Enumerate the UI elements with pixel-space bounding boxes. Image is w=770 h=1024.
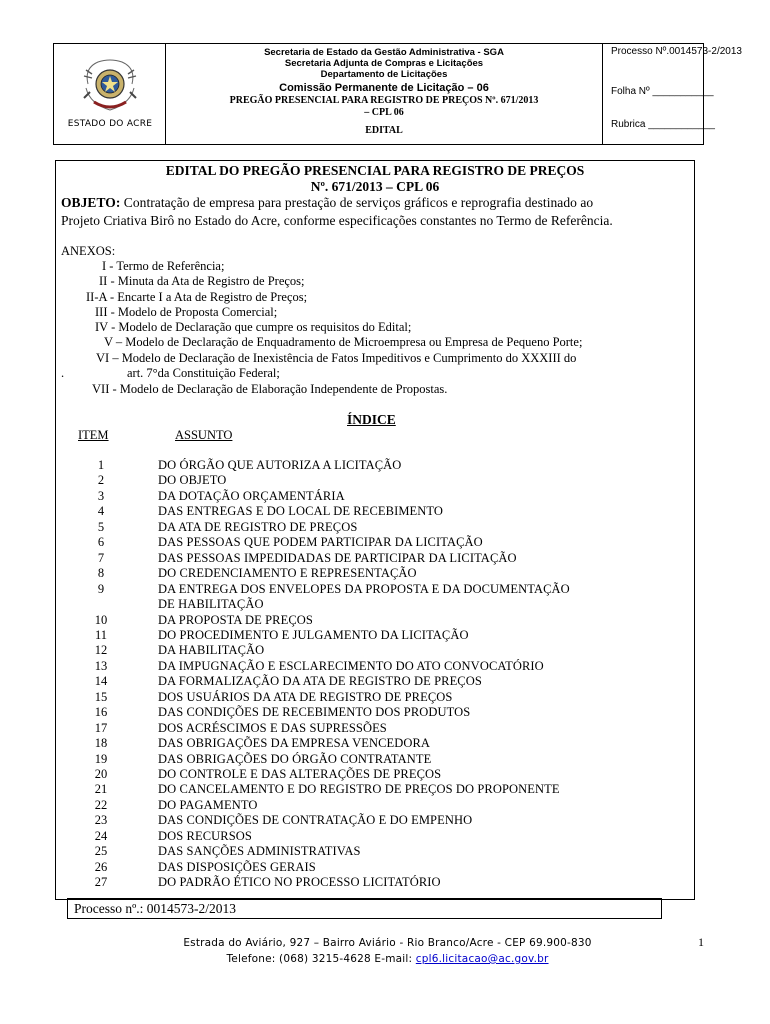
footer-contact [130,953,645,965]
footer-email-link[interactable]: cpl6.licitacao@ac.gov.br [415,953,549,965]
assunto-header: ASSUNTO [175,428,233,442]
anexo-item: III - Modelo de Proposta Comercial; [95,305,278,319]
index-item-number: 17 [94,720,108,735]
index-item-title: DA HABILITAÇÃO [158,643,265,658]
anexo-item: II-A - Encarte I a Ata de Registro de Preços; [86,290,308,304]
index-item-title: DAS DISPOSIÇÕES GERAIS [158,859,316,874]
processo-footer-box [67,898,662,919]
anexos-label: ANEXOS: [61,244,116,258]
index-item-number: 2 [97,473,105,488]
index-item-title: DA DOTAÇÃO ORÇAMENTÁRIA [158,488,345,503]
objeto-label: OBJETO: [61,195,121,210]
header-table [53,43,742,145]
header-line-sga: Secretaria de Estado da Gestão Administrativa - SGA [264,47,504,58]
header-commission: Comissão Permanente de Licitação – 06 [279,82,489,94]
header-edital: EDITAL [365,125,403,136]
index-item-title: DAS CONDIÇÕES DE CONTRATAÇÃO E DO EMPENHO [158,813,473,828]
index-item-number: 13 [94,658,108,673]
index-item-number: 15 [94,689,108,704]
index-item-number: 4 [97,504,105,519]
anexo-item: II - Minuta da Ata de Registro de Preços; [99,274,305,288]
index-item-number: 6 [97,535,105,550]
index-item-number: 1 [97,458,105,472]
index-item-number: 10 [94,612,108,627]
objeto-line1 [61,195,593,211]
index-item-title: DA PROPOSTA DE PREÇOS [158,612,313,627]
page-number: 1 [698,935,704,949]
header-line-departamento: Departamento de Licitações [320,69,448,80]
footer-phone: Telefone: (068) 3215-4628 E-mail: [226,953,416,965]
index-item-number: 20 [94,767,108,781]
index-item-title: DOS RECURSOS [158,828,252,843]
anexo-dot: . [61,366,65,380]
index-item-title: DOS ACRÉSCIMOS E DAS SUPRESSÕES [158,720,387,735]
index-item-number: 21 [94,782,108,797]
index-item-number: 3 [97,488,105,503]
header-pregao-line1: PREGÃO PRESENCIAL PARA REGISTRO DE PREÇOS Nº. 671/2013 [229,95,539,106]
index-item-number: 12 [94,643,108,658]
index-item-title: DA IMPUGNAÇÃO E ESCLARECIMENTO DO ATO CONVOCATÓRIO [158,658,544,673]
index-item-title: DAS OBRIGAÇÕES DA EMPRESA VENCEDORA [158,736,431,751]
index-item-title: DOS USUÁRIOS DA ATA DE REGISTRO DE PREÇOS [158,689,453,704]
index-item-title: DO PADRÃO ÉTICO NO PROCESSO LICITATÓRIO [158,875,441,890]
index-item-title: DAS ENTREGAS E DO LOCAL DE RECEBIMENTO [158,504,444,519]
index-item-title: DAS PESSOAS QUE PODEM PARTICIPAR DA LICITAÇÃO [158,535,483,550]
index-item-number: 25 [94,844,108,859]
index-item-number: 16 [94,705,108,720]
index-item-number: 22 [94,797,108,812]
index-item-title: DO CONTROLE E DAS ALTERAÇÕES DE PREÇOS [158,767,442,781]
header-folha: Folha Nº ___________ [611,86,714,97]
index-item-number: 11 [94,627,108,642]
index-item-title: DAS CONDIÇÕES DE RECEBIMENTO DOS PRODUTOS [158,705,471,720]
anexo-item: art. 7°da Constituição Federal; [127,366,280,380]
header-processo: Processo Nº.0014573-2/2013 [611,46,742,57]
index-item-title: DAS OBRIGAÇÕES DO ÓRGÃO CONTRATANTE [158,751,432,766]
objeto-line2: Projeto Criativa Birô no Estado do Acre, conforme especificações constantes no Termo de Referência. [61,213,613,228]
header-pregao-line2: – CPL 06 [364,107,404,118]
header-process-cell [603,44,742,144]
index-item-number: 27 [94,875,108,890]
index-item-number: 19 [94,751,108,766]
header-rubrica: Rubrica ____________ [611,119,715,130]
index-item-title: DAS SANÇÕES ADMINISTRATIVAS [158,844,361,859]
indice-title: ÍNDICE [347,412,396,427]
objeto-text1: Contratação de empresa para prestação de serviços gráficos e reprografia destinado ao [120,195,594,210]
index-item-number: 24 [94,828,108,843]
index-item-number: 14 [94,674,108,689]
index-item-number: 18 [94,736,108,751]
coat-of-arms-icon [80,54,140,116]
index-item-number: 5 [97,519,105,534]
index-item-title: DA ENTREGA DOS ENVELOPES DA PROPOSTA E DA DOCUMENTAÇÃO [158,581,570,596]
processo-footer-text: Processo nº.: 0014573-2/2013 [74,901,237,916]
index-item-title: DO ÓRGÃO QUE AUTORIZA A LICITAÇÃO [158,458,402,472]
document-number: Nº. 671/2013 – CPL 06 [310,179,440,194]
index-item-title: DA ATA DE REGISTRO DE PREÇOS [158,519,358,534]
header-title-cell [166,44,603,144]
header-line-compras: Secretaria Adjunta de Compras e Licitações [284,58,484,69]
anexo-item: IV - Modelo de Declaração que cumpre os requisitos do Edital; [95,320,412,334]
index-item-number: 9 [97,581,105,596]
index-item-title: DO PAGAMENTO [158,797,258,812]
footer-address: Estrada do Aviário, 927 – Bairro Aviário - Rio Branco/Acre - CEP 69.900-830 [183,937,592,949]
index-item-number: 7 [97,550,105,565]
index-item-title: DE HABILITAÇÃO [158,597,264,612]
index-item-title: DO OBJETO [158,473,227,488]
anexo-item: I - Termo de Referência; [102,259,225,273]
index-item-title: DA FORMALIZAÇÃO DA ATA DE REGISTRO DE PREÇOS [158,674,482,689]
anexo-item: V – Modelo de Declaração de Enquadramento de Microempresa ou Empresa de Pequeno Porte; [104,335,583,349]
index-item-number: 8 [97,566,105,581]
index-item-title: DO CREDENCIAMENTO E REPRESENTAÇÃO [158,566,417,581]
anexo-item: VI – Modelo de Declaração de Inexistência de Fatos Impeditivos e Cumprimento do XXXIII do [96,351,577,365]
estado-label: ESTADO DO ACRE [67,119,153,129]
index-item-title: DAS PESSOAS IMPEDIDADAS DE PARTICIPAR DA LICITAÇÃO [158,550,517,565]
item-header: ITEM [78,428,109,442]
header-logo-cell [54,44,166,144]
index-item-title: DO CANCELAMENTO E DO REGISTRO DE PREÇOS DO PROPONENTE [158,782,560,797]
anexo-item: VII - Modelo de Declaração de Elaboração Independente de Propostas. [92,382,448,396]
document-title: EDITAL DO PREGÃO PRESENCIAL PARA REGISTRO DE PREÇOS [165,163,585,178]
index-item-number: 23 [94,813,108,828]
index-item-title: DO PROCEDIMENTO E JULGAMENTO DA LICITAÇÃO [158,627,469,642]
index-item-number: 26 [94,859,108,874]
